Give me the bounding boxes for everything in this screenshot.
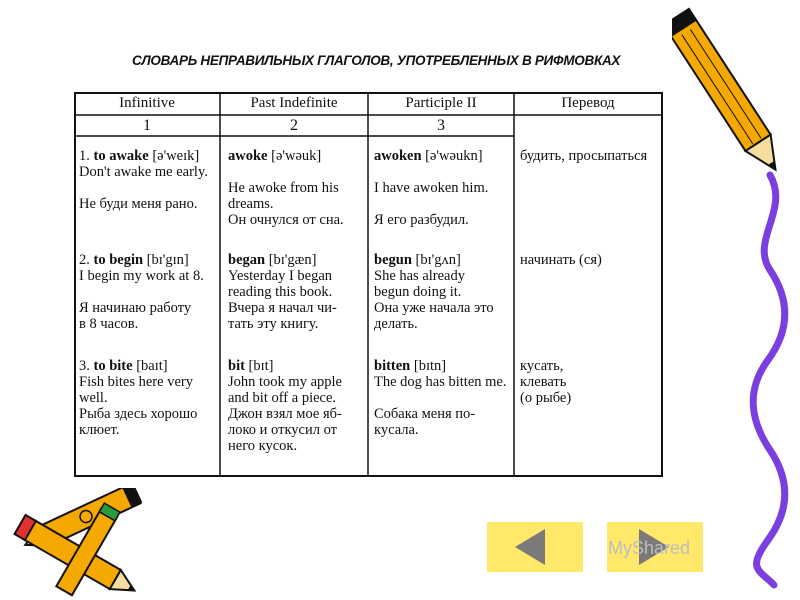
table-row-3-translation: кусать, клевать (о рыбе) bbox=[520, 358, 572, 406]
column-number-3: 3 bbox=[437, 117, 445, 134]
table-row-2-past: began [bɪ'gæn] Yesterday I began reading this book. Вчера я начал чи- тать эту книгу. bbox=[228, 252, 337, 332]
verb-table bbox=[74, 92, 664, 477]
table-row-2-translation: начинать (ся) bbox=[520, 252, 602, 268]
column-number-2: 2 bbox=[290, 117, 298, 134]
table-row-2-participle: begun [bɪ'gʌn] She has already begun doing it. Она уже начала это делать. bbox=[374, 252, 494, 332]
table-row-3-past: bit [bɪt] John took my apple and bit off a piece. Джон взял мое яб- локо и откусил от него кусок. bbox=[228, 358, 342, 454]
header-infinitive: Infinitive bbox=[119, 95, 175, 111]
table-row-1-infinitive: 1. to awake [ə'weɪk] Don't awake me early. Не буди меня рано. bbox=[79, 148, 208, 212]
table-row-1-past: awoke [ə'wəuk] He awoke from his dreams. Он очнулся от сна. bbox=[228, 148, 344, 228]
header-translation: Перевод bbox=[561, 95, 615, 111]
header-past-indefinite: Past Indefinite bbox=[250, 95, 338, 111]
watermark: MyShared bbox=[608, 538, 691, 558]
column-number-1: 1 bbox=[143, 117, 151, 134]
table-row-2-infinitive: 2. to begin [bɪ'gɪn] I begin my work at 8. Я начинаю работу в 8 часов. bbox=[79, 252, 204, 332]
page-title: СЛОВАРЬ НЕПРАВИЛЬНЫХ ГЛАГОЛОВ, УПОТРЕБЛЕННЫХ В РИФМОВКАХ bbox=[132, 53, 621, 68]
pencils-icon bbox=[0, 488, 170, 600]
squiggle-decoration-icon bbox=[740, 170, 800, 590]
table-row-3-participle: bitten [bɪtn] The dog has bitten me. Собака меня по- кусала. bbox=[374, 358, 507, 438]
arrow-left-icon bbox=[487, 522, 583, 572]
table-row-1-translation: будить, просыпаться bbox=[520, 148, 648, 164]
table-row-3-infinitive: 3. to bite [baɪt] Fish bites here very well. Рыба здесь хорошо клюет. bbox=[79, 358, 198, 438]
back-button[interactable] bbox=[487, 522, 583, 572]
table-row-1-participle: awoken [ə'wəukn] I have awoken him. Я его разбудил. bbox=[374, 148, 489, 228]
header-participle: Participle II bbox=[405, 95, 477, 111]
pencil-icon bbox=[672, 0, 782, 190]
